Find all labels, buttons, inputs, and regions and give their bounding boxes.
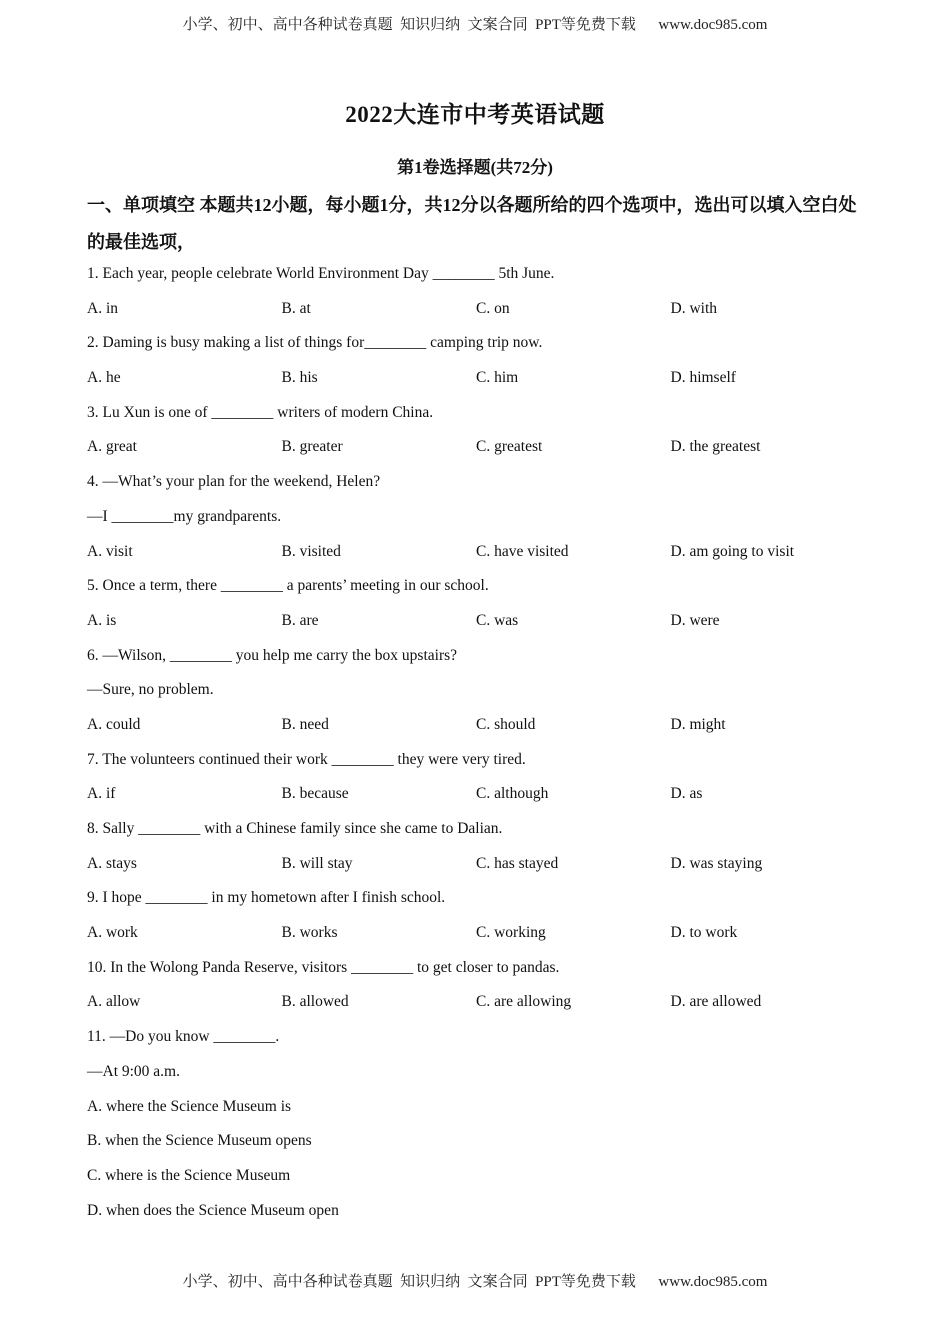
question-line: 4. —What’s your plan for the weekend, Helen?	[87, 473, 381, 491]
option-b: B. are	[281, 611, 319, 629]
option-a: A. visit	[87, 542, 133, 560]
question-3	[87, 396, 867, 465]
options-row	[87, 777, 867, 812]
option-d: D. am going to visit	[670, 542, 795, 560]
question-line: —I ________my grandparents.	[87, 507, 282, 525]
options-row	[87, 430, 867, 465]
question-line: 8. Sally ________ with a Chinese family since she came to Dalian.	[87, 820, 503, 837]
option-c: C. are allowing	[476, 993, 572, 1011]
option-c: C. was	[476, 611, 519, 629]
question-line: A. where the Science Museum is	[87, 1097, 292, 1115]
question-line: —At 9:00 a.m.	[87, 1062, 180, 1080]
option-a: A. work	[87, 924, 138, 942]
options-row	[87, 361, 867, 396]
question-2	[87, 326, 867, 395]
option-a: A. allow	[87, 993, 141, 1011]
option-c: C. has stayed	[476, 854, 559, 872]
section-instructions: 一、单项填空 本题共12小题，每小题1分，共12分以各题所给的四个选项中，选出可以填入空白处的最佳选项，	[87, 195, 857, 252]
option-c: C. on	[476, 299, 510, 317]
option-b: B. at	[281, 299, 311, 317]
option-d: D. the greatest	[670, 438, 761, 456]
question-line: B. when the Science Museum opens	[87, 1132, 312, 1150]
page-header: 小学、初中、高中各种试卷真题 知识归纳 文案合同 PPT等免费下载 www.doc985.com	[182, 17, 768, 33]
question-8	[87, 812, 867, 881]
option-b: B. because	[281, 785, 349, 803]
option-a: A. could	[87, 715, 141, 733]
question-line: 1. Each year, people celebrate World Environment Day ________ 5th June.	[87, 265, 555, 282]
options-row	[87, 604, 867, 639]
option-d: D. were	[670, 611, 720, 629]
option-a: A. he	[87, 369, 121, 387]
part-subtitle: 第1卷选择题(共72分)	[397, 158, 553, 177]
option-d: D. with	[670, 299, 717, 317]
options-row	[87, 985, 867, 1020]
question-line: 7. The volunteers continued their work ________ they were very tired.	[87, 750, 526, 768]
question-line: 10. In the Wolong Panda Reserve, visitors ________ to get closer to pandas.	[87, 958, 560, 976]
options-row	[87, 292, 867, 327]
option-c: C. working	[476, 924, 546, 942]
option-b: B. allowed	[281, 993, 349, 1011]
option-d: D. to work	[670, 924, 738, 942]
option-b: B. works	[281, 924, 338, 942]
option-d: D. are allowed	[670, 993, 762, 1011]
option-d: D. himself	[670, 369, 736, 387]
option-a: A. is	[87, 611, 117, 629]
question-11	[87, 1020, 867, 1228]
option-a: A. if	[87, 785, 116, 803]
option-b: B. will stay	[281, 854, 353, 872]
option-d: D. might	[670, 715, 726, 733]
question-line: 2. Daming is busy making a list of things for________ camping trip now.	[87, 334, 543, 352]
question-line: 9. I hope ________ in my hometown after I finish school.	[87, 889, 446, 907]
question-line: —Sure, no problem.	[87, 681, 214, 699]
page-footer: 小学、初中、高中各种试卷真题 知识归纳 文案合同 PPT等免费下载 www.doc985.com	[182, 1274, 768, 1290]
option-c: C. him	[476, 369, 519, 387]
option-a: A. in	[87, 299, 118, 317]
question-line: 11. —Do you know ________.	[87, 1028, 280, 1046]
option-d: D. as	[670, 785, 703, 803]
option-c: C. although	[476, 785, 549, 803]
option-d: D. was staying	[670, 854, 763, 872]
option-b: B. visited	[281, 542, 341, 560]
question-list	[87, 257, 867, 1228]
question-10	[87, 951, 867, 1020]
question-line: 6. —Wilson, ________ you help me carry the box upstairs?	[87, 646, 458, 664]
options-row	[87, 535, 867, 570]
option-a: A. stays	[87, 854, 137, 872]
question-7	[87, 743, 867, 812]
option-a: A. great	[87, 438, 137, 456]
option-b: B. his	[281, 369, 318, 387]
question-line: C. where is the Science Museum	[87, 1166, 291, 1184]
question-9	[87, 881, 867, 950]
option-c: C. should	[476, 715, 536, 733]
option-c: C. have visited	[476, 542, 569, 560]
question-1	[87, 257, 867, 326]
question-6	[87, 639, 867, 743]
options-row	[87, 916, 867, 951]
question-4	[87, 465, 867, 569]
question-line: D. when does the Science Museum open	[87, 1201, 339, 1219]
option-c: C. greatest	[476, 438, 543, 456]
question-5	[87, 569, 867, 638]
option-b: B. need	[281, 715, 329, 733]
options-row	[87, 847, 867, 882]
document-title: 2022大连市中考英语试题	[345, 102, 605, 127]
options-row	[87, 708, 867, 743]
option-b: B. greater	[281, 438, 343, 456]
question-line: 5. Once a term, there ________ a parents’ meeting in our school.	[87, 577, 489, 595]
question-line: 3. Lu Xun is one of ________ writers of modern China.	[87, 403, 434, 421]
